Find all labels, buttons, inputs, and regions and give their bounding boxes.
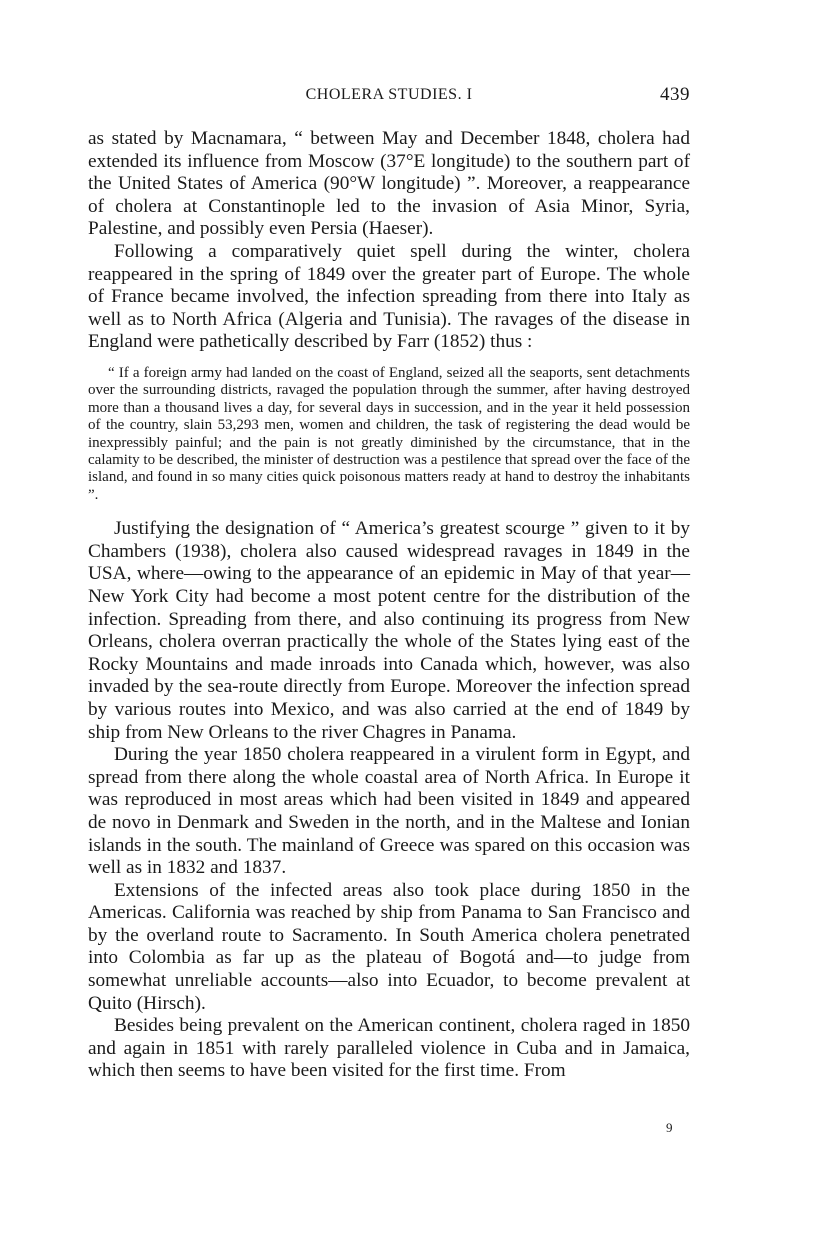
running-title: CHOLERA STUDIES. I: [305, 86, 473, 103]
quotation-text: “ If a foreign army had landed on the coast of England, seized all the seaports, sent detachments over the surrounding districts, ravaged the population through the summer, after having destroyed more than a thousand lives a day, for several days in succession, and in the year it held possession of the country, slain 53,293 men, women and children, the task of registering the dead would be inexpressibly painful; and the pain is not greatly diminished by the circumstance, that in the calamity to be described, the minister of destruction was a pestilence that spread over the face of the island, and found in so many cities quick poisonous matters ready at hand to destroy the inhabitants ”.: [88, 364, 690, 503]
signature-mark: 9: [666, 1120, 673, 1135]
page-number: 439: [660, 84, 690, 105]
running-head: [88, 86, 690, 110]
paragraph: as stated by Macnamara, “ between May and December 1848, cholera had extended its influence from Moscow (37°E longitude) to the southern part of the United States of America (90°W longitude) ”. Moreover, a reappearance of cholera at Constantinople led to the invasion of Asia Minor, Syria, Palestine, and possibly even Persia (Haeser).: [88, 128, 690, 240]
block-quotation: [88, 365, 690, 504]
paragraph: During the year 1850 cholera reappeared in a virulent form in Egypt, and spread from there along the whole coastal area of North Africa. In Europe it was reproduced in most areas which had been visited in 1849 and appeared de novo in Denmark and Sweden in the north, and in the Maltese and Ionian islands in the south. The mainland of Greece was spared on this occasion was well as in 1832 and 1837.: [88, 744, 690, 879]
body-text: [88, 128, 690, 1083]
paragraph: Extensions of the infected areas also took place during 1850 in the Americas. California was reached by ship from Panama to San Francisco and by the overland route to Sacramento. In South America cholera penetrated into Colombia as far up as the plateau of Bogotá and—to judge from somewhat unreliable accounts—also into Ecuador, to become prevalent at Quito (Hirsch).: [88, 879, 690, 1014]
paragraph: Justifying the designation of “ America’s greatest scourge ” given to it by Chambers (1938), cholera also caused widespread ravages in 1849 in the USA, where—owing to the appearance of an epidemic in May of that year—New York City had become a most potent centre for the distribution of the infection. Spreading from there, and also continuing its progress from New Orleans, cholera overran practically the whole of the States lying east of the Rocky Mountains and made inroads into Canada which, however, was also invaded by the sea-route directly from Europe. Moreover the infection spread by various routes into Mexico, and was also carried at the end of 1849 by ship from New Orleans to the river Chagres in Panama.: [88, 518, 690, 743]
paragraph: Besides being prevalent on the American continent, cholera raged in 1850 and again in 1851 with rarely paralleled violence in Cuba and in Jamaica, which then seems to have been visited for the first time. From: [88, 1015, 690, 1082]
paragraph: Following a comparatively quiet spell during the winter, cholera reappeared in the spring of 1849 over the greater part of Europe. The whole of France became involved, the infection spreading from there into Italy as well as to North Africa (Algeria and Tunisia). The ravages of the disease in England were pathetically described by Farr (1852) thus :: [88, 240, 690, 353]
